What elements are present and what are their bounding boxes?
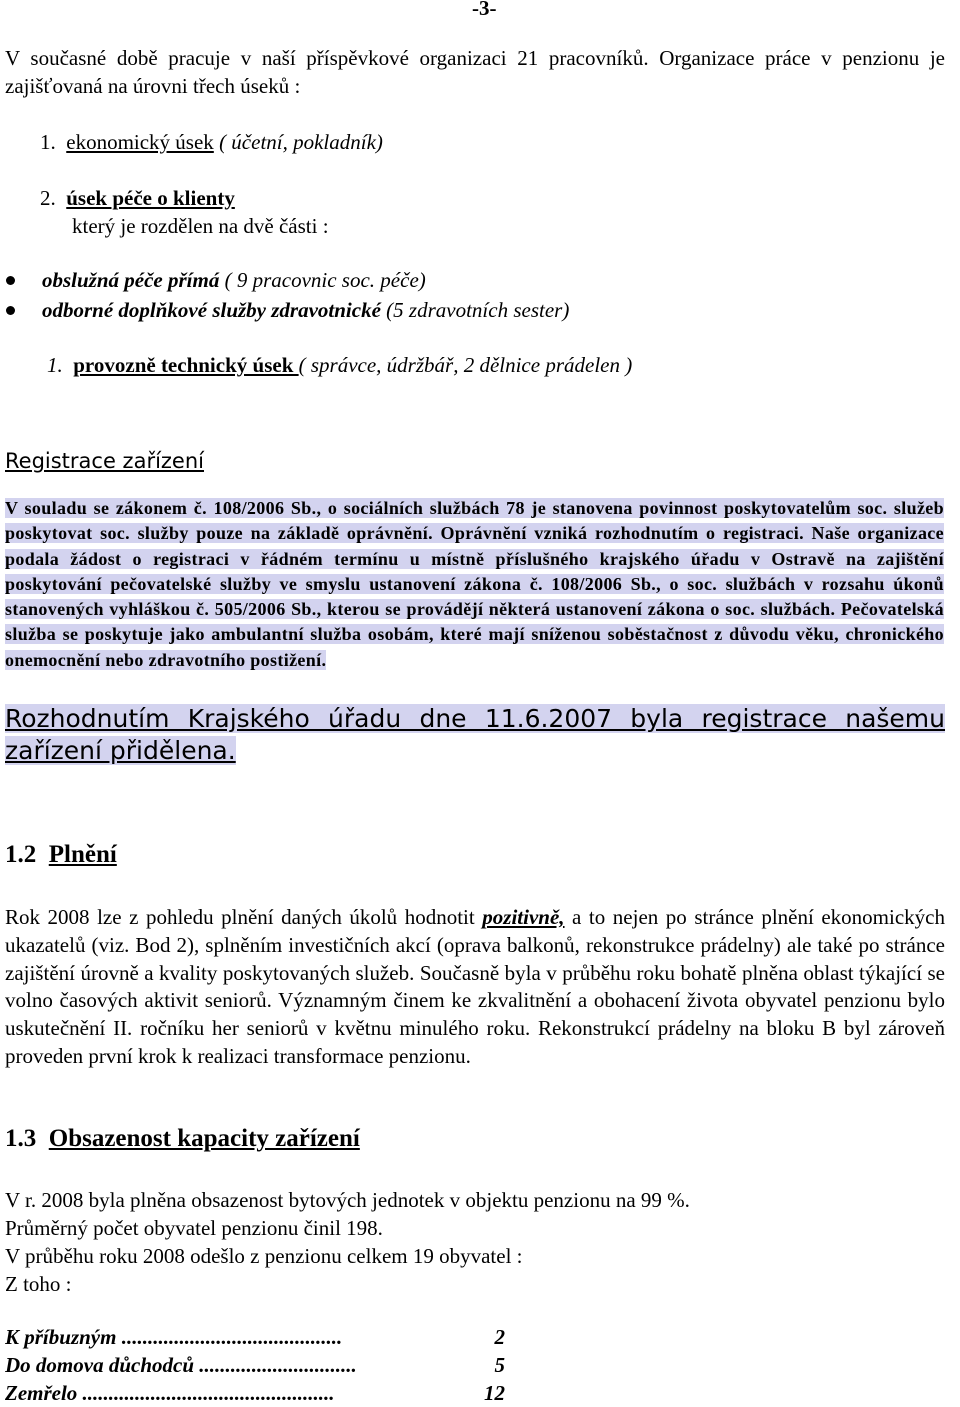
registration-decision <box>5 703 945 767</box>
intro-paragraph: V současné době pracuje v naší příspěvkové organizaci 21 pracovníků. Organizace práce v penzionu je zajišťovaná na úrovni třech úseků : <box>5 46 945 98</box>
departure-label: Zemřelo ................................................ <box>5 1381 335 1405</box>
registration-paragraph <box>5 496 944 673</box>
section-item-technical <box>47 351 632 379</box>
bullet-dot <box>6 306 15 315</box>
section-title: ekonomický úsek <box>66 130 214 154</box>
registration-heading: Registrace zařízení <box>5 449 204 473</box>
list-item <box>5 1379 505 1407</box>
section-heading-plneni <box>5 840 117 870</box>
plneni-paragraph <box>5 904 945 1071</box>
occupancy-line: V r. 2008 byla plněna obsazenost bytových jednotek v objektu penzionu na 99 %. <box>5 1188 690 1212</box>
section-number: 1. <box>40 130 56 154</box>
bullet-item-direct-care <box>42 266 426 294</box>
bullet-detail: ( 9 pracovnic soc. péče) <box>219 268 426 292</box>
bullet-item-health-services <box>42 296 569 324</box>
departure-count: 2 <box>494 1325 505 1349</box>
bullet-label: odborné doplňkové služby zdravotnické <box>42 298 381 322</box>
section-subtext: který je rozdělen na dvě části : <box>72 214 329 238</box>
section-title: úsek péče o klienty <box>66 186 235 210</box>
page-number: -3- <box>472 0 497 20</box>
section-title: provozně technický úsek <box>73 353 299 377</box>
section-heading-number: 1.3 <box>5 1125 37 1152</box>
section-number: 1. <box>47 353 63 377</box>
departure-count: 12 <box>484 1381 505 1405</box>
bullet-label: obslužná péče přímá <box>42 268 220 292</box>
section-detail: ( účetní, pokladník) <box>213 130 383 154</box>
departure-label: K příbuzným .......................................... <box>5 1325 343 1349</box>
section-heading-title: Plnění <box>48 841 117 868</box>
section-detail: ( správce, údržbář, 2 dělnice prádelen ) <box>298 353 633 377</box>
list-item <box>5 1323 505 1351</box>
registration-text-2: Naše organizace podala žádost o registraci v řádném termínu u místně příslušného krajského úřadu v Ostravě na zajištění poskytování pečovatelské služby ve smyslu ustanovení zákona č. 108/2006 Sb., o soc. službách v rozsahu úkonů stanovených vyhláškou č. 505/2006 Sb., kterou se provádějí některá ustanovení zákona o soc. službách. Pečovatelská služba se poskytuje jako ambulantní služba osobám, které mají sníženou soběstačnost z důvodu věku, chronického onemocnění nebo zdravotního postižení. <box>5 523 944 670</box>
departure-count: 5 <box>494 1353 505 1377</box>
list-item <box>5 1351 505 1379</box>
registration-text-1: V souladu se zákonem č. 108/2006 Sb., o sociálních službách 78 je stanovena povinnost poskytovatelům soc. služeb poskytovat soc. služby pouze na základě oprávnění. Oprávnění vzniká rozhodnutím o registraci. <box>5 498 944 544</box>
occupancy-line: V průběhu roku 2008 odešlo z penzionu celkem 19 obyvatel : <box>5 1244 523 1268</box>
section-heading-number: 1.2 <box>5 841 37 868</box>
plneni-text-a: Rok 2008 lze z pohledu plnění daných úkolů hodnotit <box>5 905 483 929</box>
plneni-text-b: a to nejen po stránce plnění ekonomických ukazatelů (viz. Bod 2), splněním investičních akcí (oprava balkonů, rekonstrukce prádelny) ale také po stránce zajištění úrovně a kvality poskytovaných služeb. Současně byla v průběhu roku bohatě plněna oblast týkající se volno časových aktivit seniorů. Významným činem ke zkvalitnění a obohacení života obyvatel penzionu bylo uskutečnění II. ročníku her seniorů v květnu minulého roku. Rekonstrukcí prádelny na bloku B byl zároveň proveden první krok k realizaci transformace penzionu. <box>5 905 945 1068</box>
occupancy-line: Průměrný počet obyvatel penzionu činil 198. <box>5 1216 383 1240</box>
section-item-care <box>40 184 235 212</box>
section-heading-obsazenost <box>5 1124 360 1154</box>
section-item-economic <box>40 128 383 156</box>
bullet-dot <box>6 276 15 285</box>
registration-decision-text: Rozhodnutím Krajského úřadu dne 11.6.2007 byla registrace našemu zařízení přidělena. <box>5 704 945 765</box>
bullet-detail: (5 zdravotních sester) <box>380 298 570 322</box>
occupancy-line: Z toho : <box>5 1272 72 1296</box>
occupancy-block <box>5 1186 945 1298</box>
section-number: 2. <box>40 186 56 210</box>
section-heading-title: Obsazenost kapacity zařízení <box>48 1125 360 1152</box>
plneni-emphasis: pozitivně, <box>482 905 565 929</box>
departure-label: Do domova důchodců .............................. <box>5 1353 357 1377</box>
departures-list <box>5 1323 505 1407</box>
